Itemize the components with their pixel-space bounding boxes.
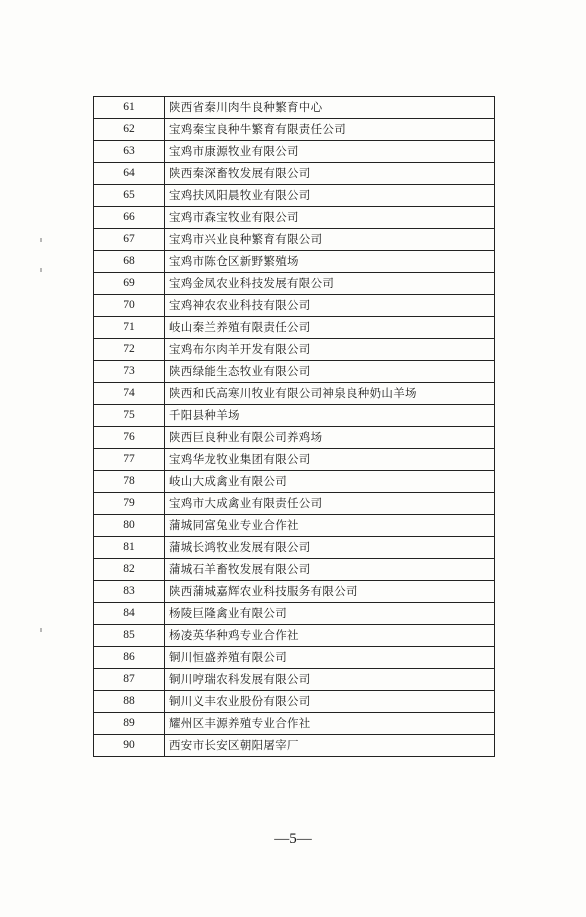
row-number: 85 <box>94 625 165 647</box>
enterprise-name: 宝鸡扶风阳晨牧业有限公司 <box>165 185 495 207</box>
row-number: 81 <box>94 537 165 559</box>
row-number: 65 <box>94 185 165 207</box>
table-row <box>94 625 495 647</box>
row-number: 64 <box>94 163 165 185</box>
table-row <box>94 713 495 735</box>
table-row <box>94 141 495 163</box>
enterprise-name: 陕西绿能生态牧业有限公司 <box>165 361 495 383</box>
enterprise-name: 岐山大成禽业有限公司 <box>165 471 495 493</box>
table-row <box>94 317 495 339</box>
row-number: 83 <box>94 581 165 603</box>
table-row <box>94 207 495 229</box>
row-number: 62 <box>94 119 165 141</box>
enterprise-name: 耀州区丰源养殖专业合作社 <box>165 713 495 735</box>
enterprise-name: 铜川哼瑞农科发展有限公司 <box>165 669 495 691</box>
row-number: 75 <box>94 405 165 427</box>
row-number: 74 <box>94 383 165 405</box>
enterprise-name: 宝鸡市兴业良种繁育有限公司 <box>165 229 495 251</box>
table-row <box>94 405 495 427</box>
enterprise-name: 宝鸡市大成禽业有限责任公司 <box>165 493 495 515</box>
table-row <box>94 647 495 669</box>
row-number: 73 <box>94 361 165 383</box>
enterprise-name: 陕西秦深畜牧发展有限公司 <box>165 163 495 185</box>
scan-speck <box>40 628 42 632</box>
row-number: 76 <box>94 427 165 449</box>
table-row <box>94 163 495 185</box>
table-body <box>94 97 495 757</box>
enterprise-name: 铜川恒盛养殖有限公司 <box>165 647 495 669</box>
row-number: 77 <box>94 449 165 471</box>
page-number: —5— <box>274 831 312 847</box>
enterprise-name: 杨凌英华种鸡专业合作社 <box>165 625 495 647</box>
enterprise-name: 蒲城石羊畜牧发展有限公司 <box>165 559 495 581</box>
enterprise-name: 宝鸡秦宝良种牛繁育有限责任公司 <box>165 119 495 141</box>
row-number: 90 <box>94 735 165 757</box>
table-row <box>94 449 495 471</box>
enterprise-name: 宝鸡金凤农业科技发展有限公司 <box>165 273 495 295</box>
row-number: 86 <box>94 647 165 669</box>
enterprise-name: 宝鸡市陈仓区新野繁殖场 <box>165 251 495 273</box>
row-number: 69 <box>94 273 165 295</box>
enterprise-name: 陕西巨良种业有限公司养鸡场 <box>165 427 495 449</box>
enterprise-name: 西安市长安区朝阳屠宰厂 <box>165 735 495 757</box>
enterprise-name: 千阳县种羊场 <box>165 405 495 427</box>
table-row <box>94 669 495 691</box>
table-row <box>94 273 495 295</box>
enterprise-name: 蒲城同富兔业专业合作社 <box>165 515 495 537</box>
table-row <box>94 537 495 559</box>
table-row <box>94 251 495 273</box>
enterprise-name: 陕西蒲城嘉辉农业科技服务有限公司 <box>165 581 495 603</box>
enterprise-name: 宝鸡神农农业科技有限公司 <box>165 295 495 317</box>
row-number: 89 <box>94 713 165 735</box>
table-row <box>94 581 495 603</box>
enterprise-name: 宝鸡华龙牧业集团有限公司 <box>165 449 495 471</box>
scan-speck <box>40 268 42 272</box>
table-row <box>94 119 495 141</box>
table-row <box>94 559 495 581</box>
row-number: 71 <box>94 317 165 339</box>
scan-speck <box>40 238 42 242</box>
row-number: 84 <box>94 603 165 625</box>
enterprise-name: 陕西和氏高寒川牧业有限公司神泉良种奶山羊场 <box>165 383 495 405</box>
row-number: 78 <box>94 471 165 493</box>
table-row <box>94 603 495 625</box>
table-row <box>94 185 495 207</box>
enterprise-name: 铜川义丰农业股份有限公司 <box>165 691 495 713</box>
table-row <box>94 295 495 317</box>
row-number: 67 <box>94 229 165 251</box>
table-row <box>94 97 495 119</box>
enterprise-name: 陕西省秦川肉牛良种繁育中心 <box>165 97 495 119</box>
row-number: 63 <box>94 141 165 163</box>
table-row <box>94 515 495 537</box>
table-row <box>94 339 495 361</box>
table-row <box>94 735 495 757</box>
row-number: 88 <box>94 691 165 713</box>
row-number: 66 <box>94 207 165 229</box>
enterprise-list-table <box>93 96 495 757</box>
row-number: 72 <box>94 339 165 361</box>
table-row <box>94 691 495 713</box>
row-number: 70 <box>94 295 165 317</box>
table-row <box>94 471 495 493</box>
row-number: 80 <box>94 515 165 537</box>
enterprise-name: 宝鸡布尔肉羊开发有限公司 <box>165 339 495 361</box>
row-number: 82 <box>94 559 165 581</box>
enterprise-name: 宝鸡市森宝牧业有限公司 <box>165 207 495 229</box>
table-row <box>94 493 495 515</box>
enterprise-name: 岐山秦兰养殖有限责任公司 <box>165 317 495 339</box>
row-number: 61 <box>94 97 165 119</box>
enterprise-name: 蒲城长鸿牧业发展有限公司 <box>165 537 495 559</box>
row-number: 68 <box>94 251 165 273</box>
enterprise-name: 杨陵巨隆禽业有限公司 <box>165 603 495 625</box>
enterprise-name: 宝鸡市康源牧业有限公司 <box>165 141 495 163</box>
row-number: 79 <box>94 493 165 515</box>
table-row <box>94 229 495 251</box>
table-row <box>94 383 495 405</box>
table-row <box>94 361 495 383</box>
row-number: 87 <box>94 669 165 691</box>
table-row <box>94 427 495 449</box>
